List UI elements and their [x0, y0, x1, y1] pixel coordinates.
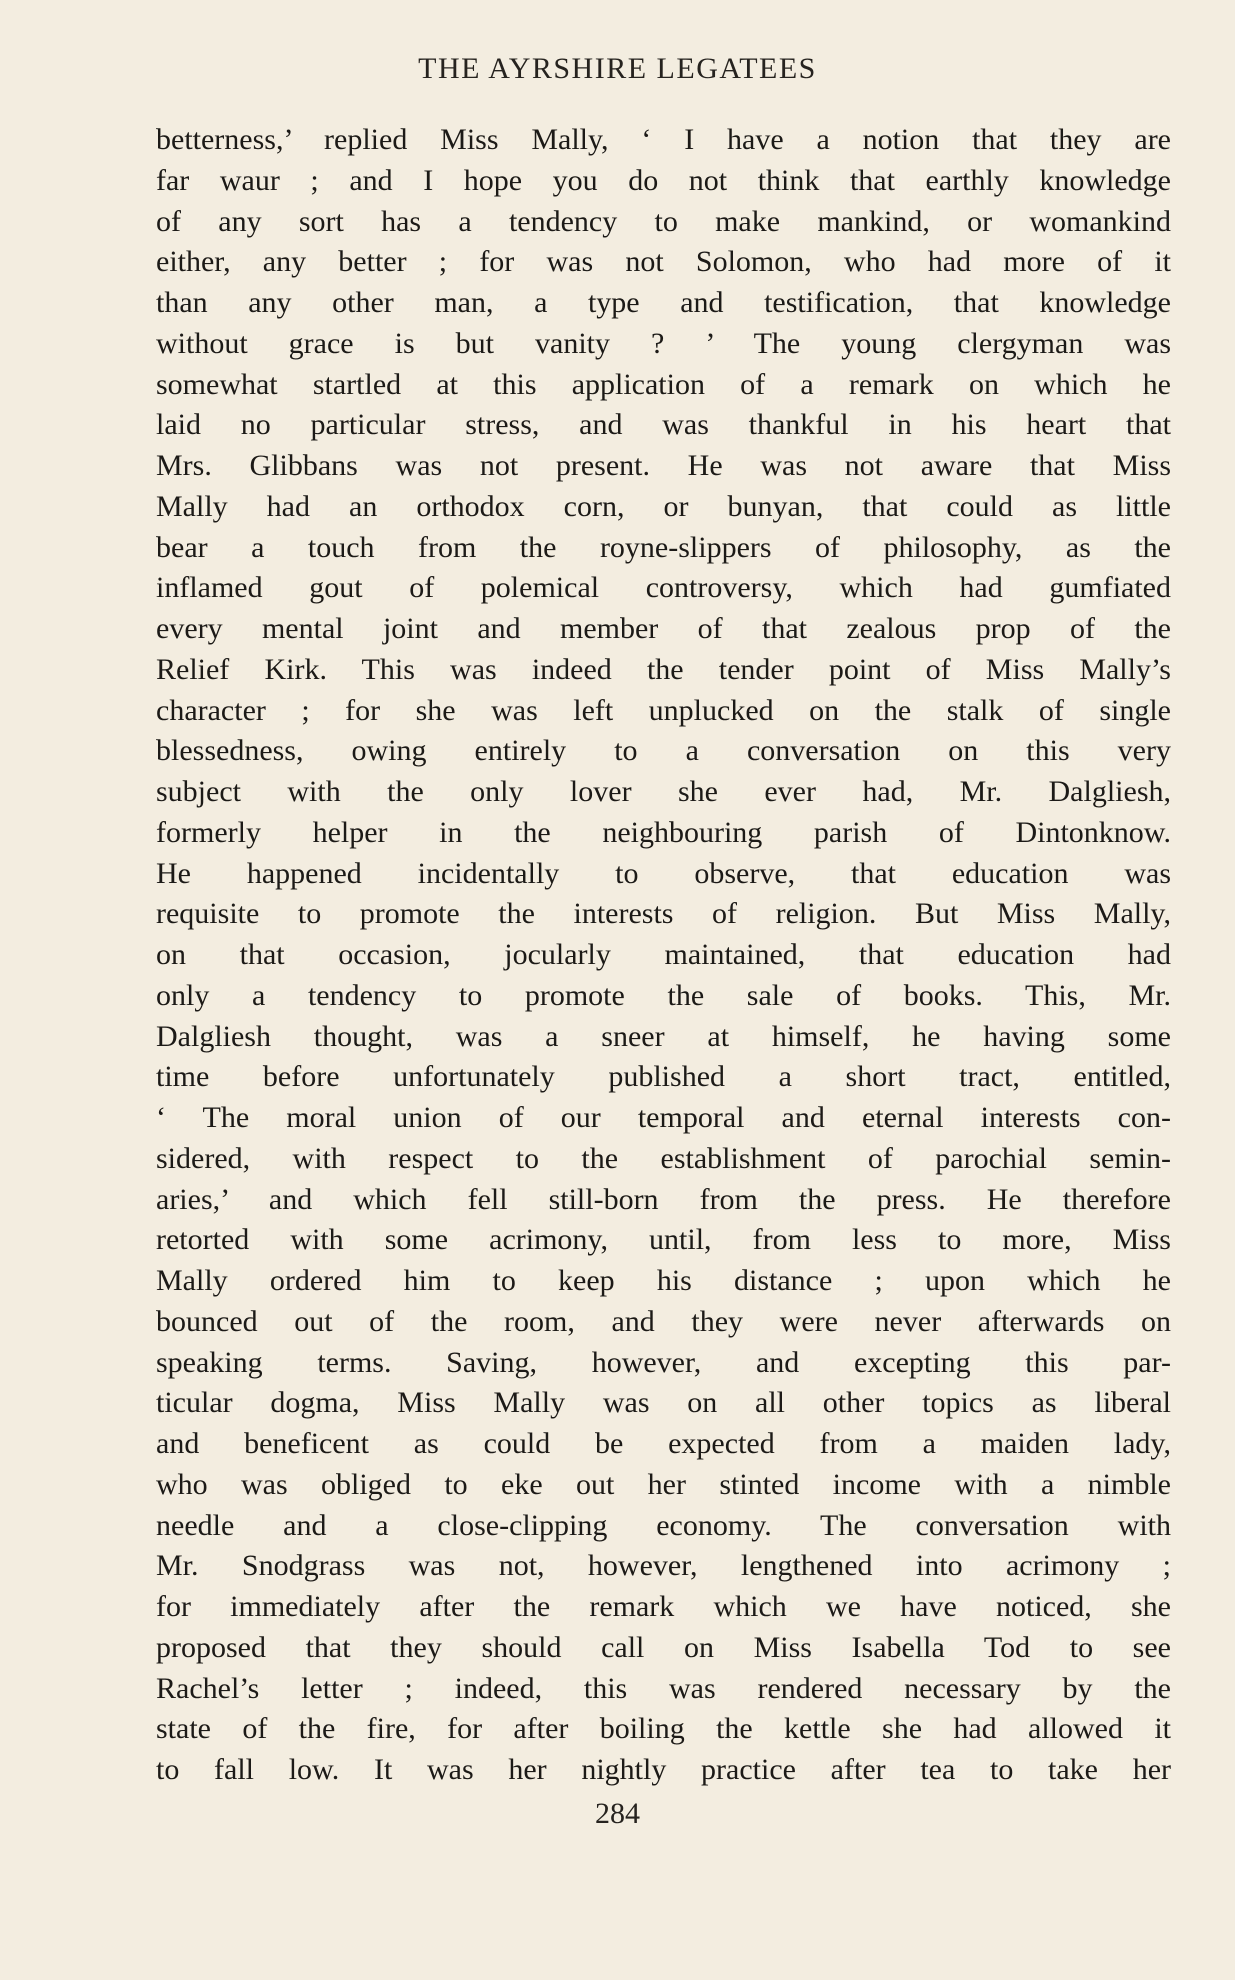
text-line: state of the fire, for after boiling the kettle she had allowed it [156, 1712, 1171, 1746]
text-line: Mally ordered him to keep his distance ; upon which he [156, 1264, 1171, 1297]
text-line: somewhat startled at this application of a remark on which he [156, 367, 1171, 401]
text-line: for immediately after the remark which we have noticed, she [156, 1590, 1171, 1623]
text-line: of any sort has a tendency to make mankind, or womankind [156, 204, 1171, 238]
text-line: character ; for she was left unplucked on the stalk of single [156, 693, 1171, 727]
text-line: sidered, with respect to the establishment of parochial semin- [156, 1141, 1171, 1175]
text-line: Relief Kirk. This was indeed the tender point of Miss Mally’s [156, 652, 1171, 686]
text-line: retorted with some acrimony, until, from less to more, Miss [156, 1223, 1171, 1257]
text-line: laid no particular stress, and was thankful in his heart that [156, 408, 1171, 442]
text-line: bounced out of the room, and they were never afterwards on [156, 1304, 1171, 1338]
text-line: He happened incidentally to observe, that education was [156, 856, 1171, 890]
text-line: far waur ; and I hope you do not think that earthly knowledge [156, 163, 1171, 197]
text-line: ‘ The moral union of our temporal and eternal interests con- [156, 1101, 1171, 1134]
text-line: speaking terms. Saving, however, and excepting this par- [156, 1345, 1171, 1379]
text-line: Rachel’s letter ; indeed, this was rendered necessary by the [156, 1671, 1171, 1705]
text-line: than any other man, a type and testification, that knowledge [156, 286, 1171, 319]
text-line: betterness,’ replied Miss Mally, ‘ I have a notion that they are [156, 123, 1171, 156]
text-line: inflamed gout of polemical controversy, which had gumfiated [156, 571, 1171, 605]
page-number: 284 [595, 1797, 640, 1830]
body-text [156, 120, 1171, 1791]
running-title: THE AYRSHIRE LEGATEES [418, 52, 817, 85]
text-line: to fall low. It was her nightly practice after tea to take her [156, 1753, 1171, 1786]
text-line: requisite to promote the interests of religion. But Miss Mally, [156, 897, 1171, 931]
text-line: formerly helper in the neighbouring parish of Dintonknow. [156, 815, 1171, 849]
text-line: needle and a close-clipping economy. The conversation with [156, 1508, 1171, 1542]
text-line: ticular dogma, Miss Mally was on all other topics as liberal [156, 1386, 1171, 1420]
text-line: subject with the only lover she ever had, Mr. Dalgliesh, [156, 775, 1171, 808]
text-line: and beneficent as could be expected from a maiden lady, [156, 1427, 1171, 1460]
text-line: either, any better ; for was not Solomon, who had more of it [156, 245, 1171, 279]
text-line: who was obliged to eke out her stinted income with a nimble [156, 1467, 1171, 1501]
text-line: every mental joint and member of that zealous prop of the [156, 612, 1171, 645]
text-line: on that occasion, jocularly maintained, that education had [156, 938, 1171, 971]
text-line: aries,’ and which fell still-born from the press. He therefore [156, 1182, 1171, 1216]
text-line: Dalgliesh thought, was a sneer at himself, he having some [156, 1019, 1171, 1053]
text-line: proposed that they should call on Miss Isabella Tod to see [156, 1630, 1171, 1664]
text-line: Mr. Snodgrass was not, however, lengthened into acrimony ; [156, 1549, 1171, 1583]
text-line: Mally had an orthodox corn, or bunyan, that could as little [156, 489, 1171, 523]
text-line: blessedness, owing entirely to a conversation on this very [156, 734, 1171, 768]
text-line: time before unfortunately published a short tract, entitled, [156, 1060, 1171, 1094]
text-line: without grace is but vanity ? ’ The young clergyman was [156, 326, 1171, 360]
text-line: Mrs. Glibbans was not present. He was not aware that Miss [156, 449, 1171, 482]
text-line: bear a touch from the royne-slippers of philosophy, as the [156, 530, 1171, 564]
text-line: only a tendency to promote the sale of books. This, Mr. [156, 978, 1171, 1012]
